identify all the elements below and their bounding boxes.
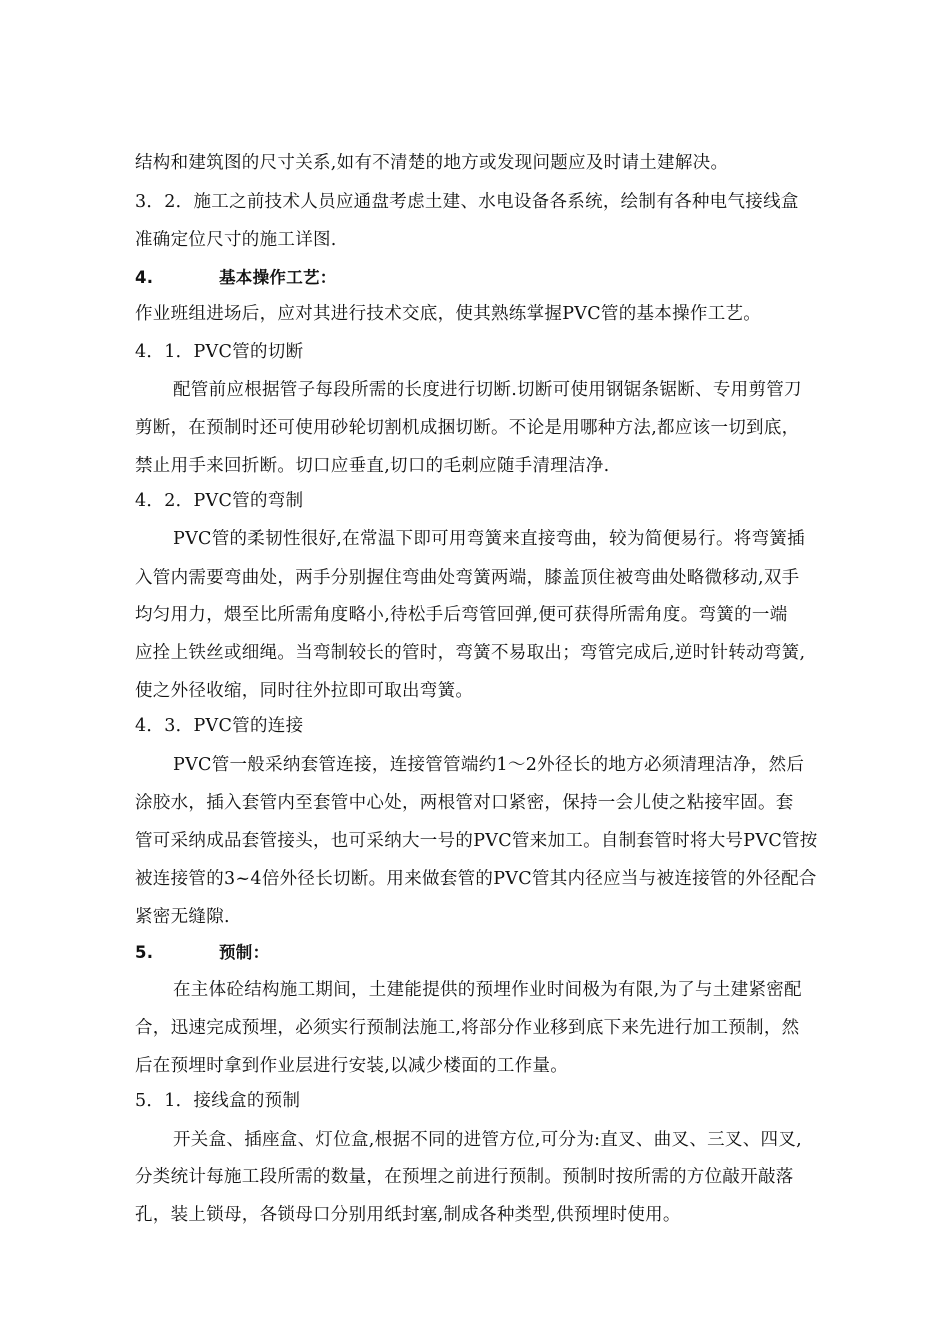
section-title: 基本操作工艺： (219, 268, 337, 287)
paragraph-line: 3．2．施工之前技术人员应通盘考虑土建、水电设备各系统，绘制有各种电气接线盒 (135, 192, 799, 212)
paragraph-line: 禁止用手来回折断。切口应垂直,切口的毛刺应随手清理洁净. (135, 456, 610, 476)
subsection-heading: 5．1．接线盒的预制 (135, 1091, 301, 1111)
paragraph-line: 使之外径收缩，同时往外拉即可取出弯簧。 (135, 681, 474, 701)
paragraph-line: 合，迅速完成预埋，必须实行预制法施工,将部分作业移到底下来先进行加工预制，然 (135, 1018, 800, 1038)
paragraph-line: 剪断，在预制时还可使用砂轮切割机成捆切断。不论是用哪种方法,都应该一切到底， (135, 418, 800, 438)
section-title: 预制： (219, 943, 270, 962)
section-heading-4 (135, 266, 835, 290)
paragraph-line: 后在预埋时拿到作业层进行安装,以减少楼面的工作量。 (135, 1056, 569, 1076)
subsection-heading: 4．2．PVC管的弯制 (135, 491, 304, 511)
paragraph-line: PVC管的柔韧性很好,在常温下即可用弯簧来直接弯曲，较为简便易行。将弯簧插 (173, 529, 805, 549)
section-heading-5 (135, 941, 835, 965)
paragraph-line: 紧密无缝隙. (135, 907, 230, 927)
paragraph-line: 准确定位尺寸的施工详图. (135, 230, 337, 250)
paragraph-line: 分类统计每施工段所需的数量，在预埋之前进行预制。预制时按所需的方位敲开敲落 (135, 1167, 794, 1187)
paragraph-line: 涂胶水，插入套管内至套管中心处，两根管对口紧密，保持一会儿使之粘接牢固。套 (135, 793, 794, 813)
paragraph-line: 结构和建筑图的尺寸关系,如有不清楚的地方或发现问题应及时请土建解决。 (135, 153, 729, 173)
paragraph-line: 管可采纳成品套管接头，也可采纳大一号的PVC管来加工。自制套管时将大号PVC管按 (135, 831, 818, 851)
paragraph-line: 配管前应根据管子每段所需的长度进行切断.切断可使用钢锯条锯断、专用剪管刀 (173, 380, 802, 400)
paragraph-line: 入管内需要弯曲处，两手分别握住弯曲处弯簧两端，膝盖顶住被弯曲处略微移动,双手 (135, 568, 800, 588)
paragraph-line: 作业班组进场后，应对其进行技术交底，使其熟练掌握PVC管的基本操作工艺。 (135, 304, 762, 324)
paragraph-line: 被连接管的3~4倍外径长切断。用来做套管的PVC管其内径应当与被连接管的外径配合 (135, 869, 817, 889)
paragraph-line: PVC管一般采纳套管连接，连接管管端约1～2外径长的地方必须清理洁净，然后 (173, 755, 805, 775)
section-number: 4. (135, 268, 154, 287)
paragraph-line: 均匀用力，煨至比所需角度略小,待松手后弯管回弹,便可获得所需角度。弯簧的一端 (135, 605, 788, 625)
paragraph-line: 应拴上铁丝或细绳。当弯制较长的管时，弯簧不易取出；弯管完成后,逆时针转动弯簧, (135, 643, 806, 663)
paragraph-line: 开关盒、插座盒、灯位盒,根据不同的进管方位,可分为:直叉、曲叉、三叉、四叉, (173, 1130, 802, 1150)
subsection-heading: 4．3．PVC管的连接 (135, 716, 304, 736)
subsection-heading: 4．1．PVC管的切断 (135, 342, 304, 362)
section-number: 5. (135, 943, 154, 962)
paragraph-line: 在主体砼结构施工期间，土建能提供的预埋作业时间极为有限,为了与土建紧密配 (173, 980, 802, 1000)
paragraph-line: 孔，装上锁母，各锁母口分别用纸封塞,制成各种类型,供预埋时使用。 (135, 1205, 681, 1225)
